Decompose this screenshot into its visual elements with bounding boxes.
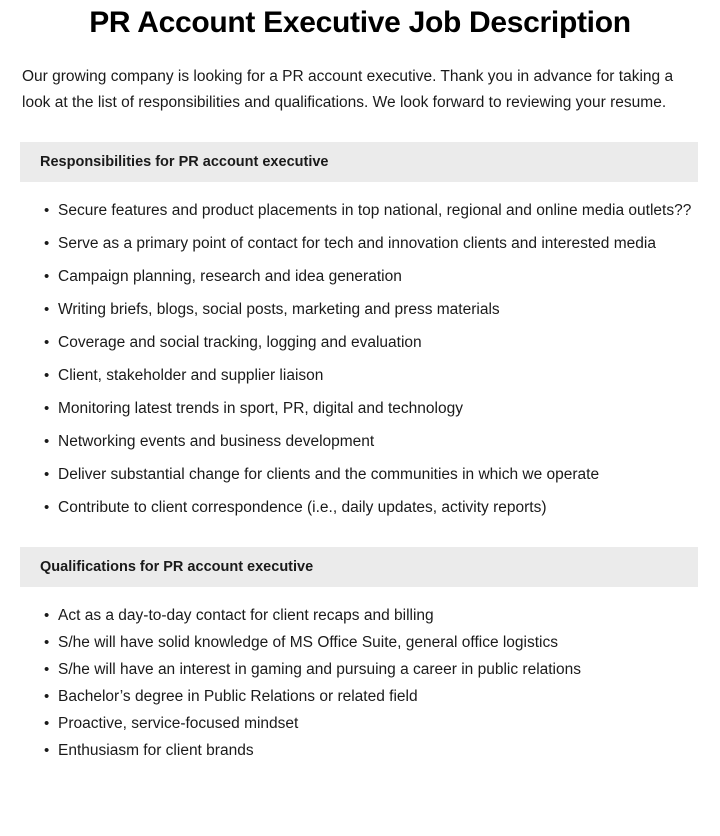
list-item: • Networking events and business development [44,429,702,455]
section-responsibilities [0,142,720,521]
list-item: • Coverage and social tracking, logging and evaluation [44,330,702,356]
intro-paragraph: Our growing company is looking for a PR account executive. Thank you in advance for taking a look at the list of responsibilities and qualifications. We look forward to reviewing your resume. [22,68,674,111]
list-item: • Proactive, service-focused mindset [44,711,702,737]
page-title: PR Account Executive Job Description [89,6,631,39]
list-item: • Campaign planning, research and idea generation [44,264,702,290]
section-header-qualifications: Qualifications for PR account executive [20,547,698,587]
list-item: • Bachelor’s degree in Public Relations or related field [44,684,702,710]
list-item: • Act as a day-to-day contact for client recaps and billing [44,603,702,629]
qualifications-list [0,587,720,764]
list-item: • Serve as a primary point of contact for tech and innovation clients and interested media [44,231,702,257]
list-item: • S/he will have an interest in gaming and pursuing a career in public relations [44,657,702,683]
list-item: • Writing briefs, blogs, social posts, marketing and press materials [44,297,702,323]
list-item: • Contribute to client correspondence (i.e., daily updates, activity reports) [44,495,702,521]
section-header-responsibilities: Responsibilities for PR account executive [20,142,698,182]
section-qualifications [0,547,720,764]
responsibilities-list [0,182,720,521]
list-item: • Secure features and product placements in top national, regional and online media outlets?? [44,198,702,224]
list-item: • S/he will have solid knowledge of MS Office Suite, general office logistics [44,630,702,656]
list-item: • Monitoring latest trends in sport, PR, digital and technology [44,396,702,422]
list-item: • Enthusiasm for client brands [44,738,702,764]
list-item: • Deliver substantial change for clients and the communities in which we operate [44,462,702,488]
list-item: • Client, stakeholder and supplier liaison [44,363,702,389]
